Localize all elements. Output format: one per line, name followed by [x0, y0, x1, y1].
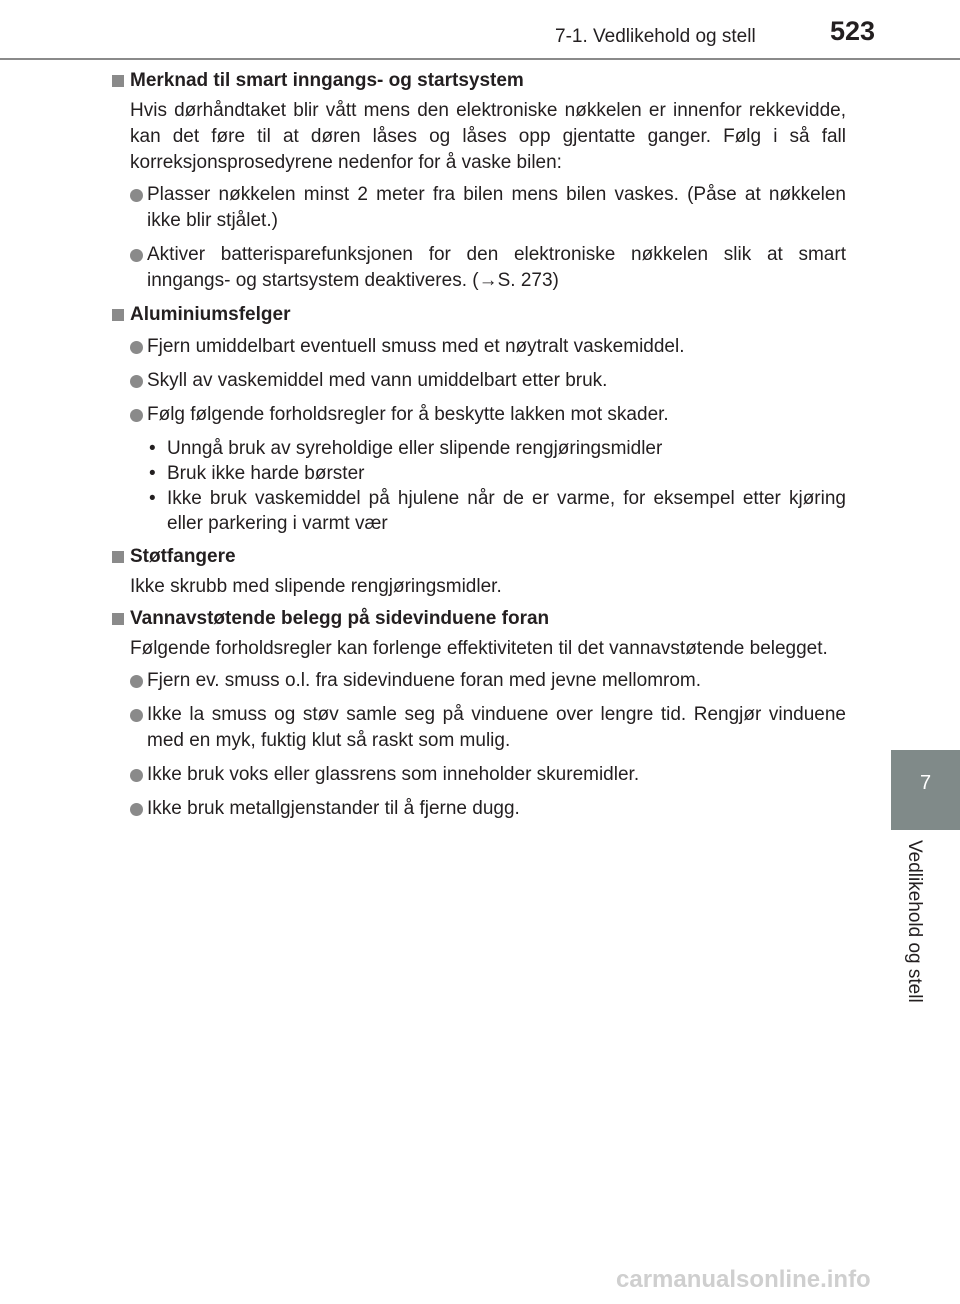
sub-list-item: • Ikke bruk vaskemiddel på hjulene når de er varme, for eksempel etter kjøring eller parkering i varmt vær	[149, 488, 846, 534]
list-item: Fjern ev. smuss o.l. fra sidevinduene foran med jevne mellomrom.	[130, 668, 846, 694]
section-paragraph: Følgende forholdsregler kan forlenge effektiviteten til det vannavstøtende belegget.	[130, 638, 828, 659]
sub-list	[147, 436, 846, 536]
header-divider	[0, 58, 960, 60]
chapter-tab	[891, 750, 960, 830]
square-bullet-icon	[112, 309, 124, 321]
section-heading: Vannavstøtende belegg på sidevinduene foran	[110, 606, 846, 632]
section-heading: Støtfangere	[110, 544, 846, 570]
list-item: Ikke bruk metallgjenstander til å fjerne dugg.	[130, 796, 846, 822]
list-item: Følg følgende forholdsregler for å beskytte lakken mot skader.	[130, 402, 846, 428]
list-item: Plasser nøkkelen minst 2 meter fra bilen mens bilen vaskes. (Påse at nøkkelen ikke blir stjålet.)	[130, 182, 846, 234]
round-bullet-icon	[130, 675, 143, 688]
chapter-side-label: Vedlikehold og stell	[904, 840, 925, 1003]
round-bullet-icon	[130, 375, 143, 388]
round-bullet-icon	[130, 709, 143, 722]
sub-list-item: • Unngå bruk av syreholdige eller slipende rengjøringsmidler	[149, 438, 663, 459]
section-paragraph: Ikke skrubb med slipende rengjøringsmidler.	[130, 576, 502, 597]
list-item: Ikke la smuss og støv samle seg på vinduene over lengre tid. Rengjør vinduene med en myk, fuktig klut så raskt som mulig.	[130, 702, 846, 754]
section-title: 7-1. Vedlikehold og stell	[555, 26, 756, 47]
list-item: Fjern umiddelbart eventuell smuss med et nøytralt vaskemiddel.	[130, 334, 846, 360]
dot-bullet-icon: •	[149, 463, 156, 484]
round-bullet-icon	[130, 341, 143, 354]
round-bullet-icon	[130, 189, 143, 202]
round-bullet-icon	[130, 409, 143, 422]
section-heading: Merknad til smart inngangs- og startsystem	[110, 68, 846, 94]
sub-list-item: • Bruk ikke harde børster	[149, 463, 365, 484]
square-bullet-icon	[112, 551, 124, 563]
page-header	[0, 0, 960, 62]
square-bullet-icon	[112, 613, 124, 625]
square-bullet-icon	[112, 75, 124, 87]
dot-bullet-icon: •	[149, 438, 156, 459]
list-item: Skyll av vaskemiddel med vann umiddelbart etter bruk.	[130, 368, 846, 394]
page-number: 523	[830, 16, 876, 46]
list-item: Ikke bruk voks eller glassrens som inneholder skuremidler.	[130, 762, 846, 788]
section-heading: Aluminiumsfelger	[110, 302, 846, 328]
round-bullet-icon	[130, 803, 143, 816]
section-paragraph: Hvis dørhåndtaket blir vått mens den elektroniske nøkkelen er innenfor rekkevidde, kan det føre til at døren låses og låses opp gjentatte ganger. Følg i så fall korreksjonsprosedyrene nedenfor for å vaske bilen:	[130, 100, 846, 173]
list-item: Aktiver batterisparefunksjonen for den elektroniske nøkkelen slik at smart inngangs- og startsystem deaktiveres. (→S. 273)	[130, 242, 846, 294]
round-bullet-icon	[130, 249, 143, 262]
watermark-text: carmanualsonline.info	[616, 1266, 871, 1293]
page-content	[110, 68, 846, 830]
dot-bullet-icon: •	[149, 488, 156, 509]
round-bullet-icon	[130, 769, 143, 782]
chapter-number: 7	[919, 772, 932, 794]
